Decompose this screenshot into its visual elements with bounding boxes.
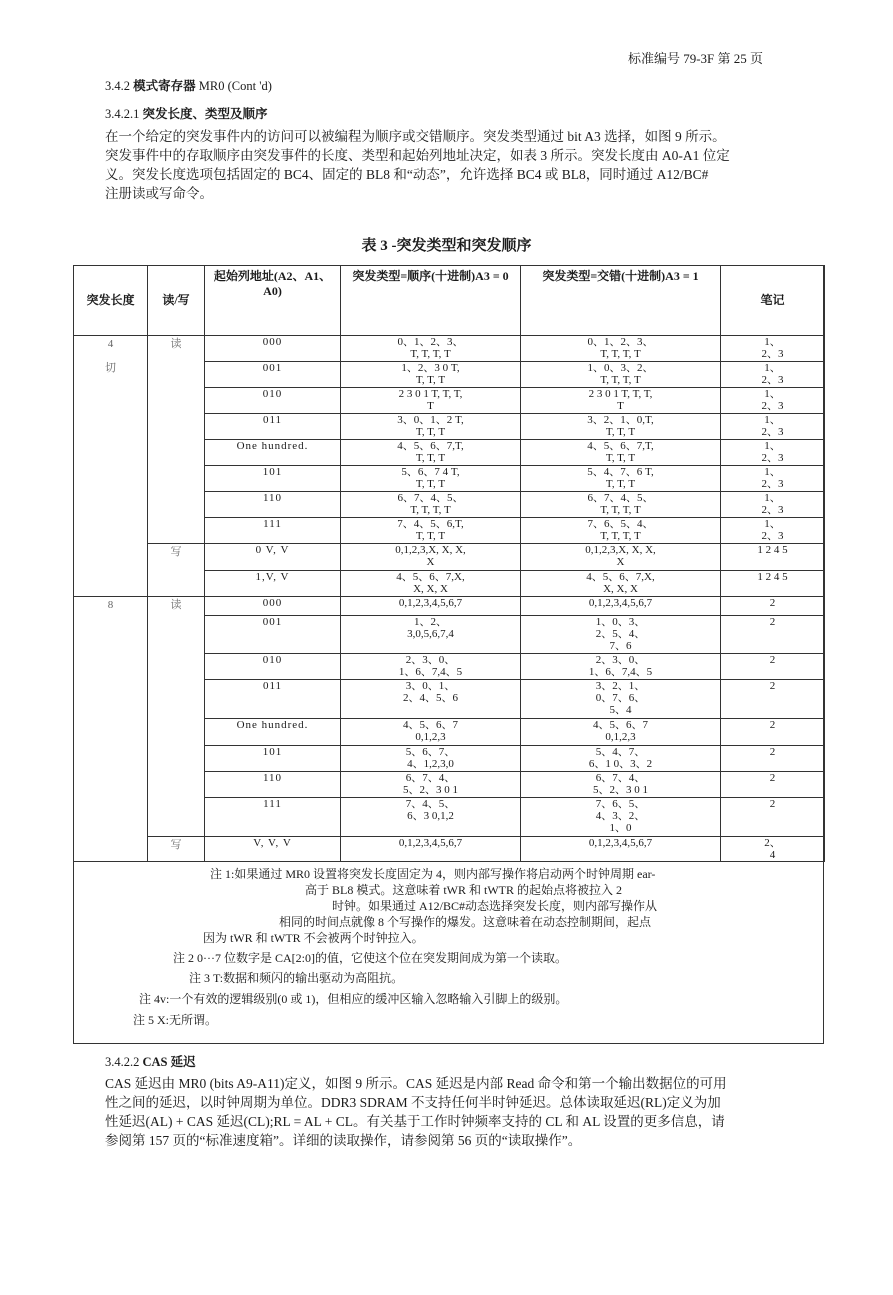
cell-line: 2 <box>769 719 776 731</box>
cell-line: 1、 <box>764 414 781 426</box>
cell-line: 4 <box>769 849 776 861</box>
cell-line: 5、6、7 4 T, <box>401 466 460 478</box>
address-value: 010 <box>262 388 283 400</box>
start-address-cell <box>205 518 341 544</box>
start-address-cell <box>205 746 341 772</box>
cell-line: 4、5、6、7,T, <box>587 440 654 452</box>
cell-line: 4、5、6、7,X, <box>396 571 465 583</box>
cell-line: 2 <box>769 746 776 758</box>
section-heading-3-4-2 <box>105 76 272 94</box>
interleaved-cell <box>521 571 721 597</box>
cell-line: 3、0、1、2 T, <box>397 414 464 426</box>
sequential-cell <box>341 597 521 616</box>
interleaved-cell <box>521 362 721 388</box>
sequential-cell <box>341 440 521 466</box>
interleaved-cell <box>521 440 721 466</box>
notes-cell <box>721 466 825 492</box>
interleaved-cell <box>521 772 721 798</box>
table-note: 因为 tWR 和 tWTR 不会被两个时钟拉入。 <box>203 931 424 945</box>
section-suffix: MR0 (Cont 'd) <box>198 79 272 93</box>
notes-cell <box>721 362 825 388</box>
cell-line: 2 <box>769 772 776 784</box>
cell-line: 4、5、6、7,T, <box>397 440 464 452</box>
cell-line: 7、4、5、 <box>405 798 456 810</box>
address-value: 111 <box>263 798 282 810</box>
cell-line: 2、3 <box>761 504 784 516</box>
header-sequential: 突发类型=顺序(十进制)A3 = 0 <box>341 266 521 336</box>
cell-line: T, T, T <box>605 426 636 438</box>
sequential-cell <box>341 654 521 680</box>
notes-cell <box>721 492 825 518</box>
sequential-cell <box>341 746 521 772</box>
notes-cell <box>721 772 825 798</box>
start-address-cell <box>205 414 341 440</box>
sequential-cell <box>341 772 521 798</box>
cell-line: 5、2、3 0 1 <box>593 784 648 796</box>
cell-line: 0,1,2,3,X, X, X, <box>585 544 656 556</box>
address-value: 001 <box>262 362 283 374</box>
interleaved-cell <box>521 544 721 571</box>
cell-line: 1 2 4 5 <box>757 571 788 583</box>
burst-length-cell <box>74 597 148 862</box>
section-title: 模式寄存器 <box>133 79 196 93</box>
table-note: 注 5 X:无所谓。 <box>133 1013 218 1027</box>
cell-line: 5、6、7、 <box>405 746 456 758</box>
cell-line: 2、3 <box>761 452 784 464</box>
notes-cell <box>721 837 825 862</box>
cell-line: 6、7、4、5、 <box>587 492 654 504</box>
address-value: One hundred. <box>236 440 309 452</box>
address-value: V, V, V <box>253 837 292 849</box>
cell-line: T, T, T, T <box>600 530 641 542</box>
cell-line: 2、3 <box>761 478 784 490</box>
interleaved-cell <box>521 746 721 772</box>
cell-line: 1、 <box>764 362 781 374</box>
cell-line: 3,0,5,6,7,4 <box>407 628 454 640</box>
address-value: 101 <box>262 746 283 758</box>
cell-line: 1、 <box>764 492 781 504</box>
start-address-cell <box>205 798 341 837</box>
interleaved-cell <box>521 466 721 492</box>
cell-line: 1、2、3 0 T, <box>401 362 460 374</box>
notes-cell <box>721 388 825 414</box>
start-address-cell <box>205 388 341 414</box>
cell-line: 0,1,2,3,4,5,6,7 <box>588 837 653 849</box>
cell-line: X <box>616 556 625 568</box>
cell-line: T, T, T <box>415 452 446 464</box>
cell-line: 6、7、4、 <box>405 772 456 784</box>
sequential-cell <box>341 837 521 862</box>
cell-line: 2 <box>769 654 776 666</box>
cell-line: 4、5、6、7,X, <box>586 571 655 583</box>
start-address-cell <box>205 466 341 492</box>
sequential-cell <box>341 719 521 746</box>
section-number: 3.4.2.1 <box>105 107 140 121</box>
cell-line: T, T, T <box>415 374 446 386</box>
cell-line: 2、4、5、6 <box>403 692 458 704</box>
cell-line: 2、5、4、 <box>595 628 646 640</box>
interleaved-cell <box>521 680 721 719</box>
interleaved-cell <box>521 798 721 837</box>
sequential-cell <box>341 466 521 492</box>
cell-line: 2、3 <box>761 348 784 360</box>
cell-line: 1、 <box>764 388 781 400</box>
start-address-cell <box>205 719 341 746</box>
burst-order-table <box>73 265 825 862</box>
notes-cell <box>721 798 825 837</box>
cell-line: 0、7、6、 <box>595 692 646 704</box>
interleaved-cell <box>521 654 721 680</box>
burst-length-value: 切 <box>105 362 116 374</box>
table-row <box>74 544 825 571</box>
cell-line: 1、 <box>764 466 781 478</box>
header-notes: 笔记 <box>721 266 825 336</box>
cell-line: T, T, T, T <box>600 348 641 360</box>
cell-line: X, X, X <box>603 583 638 595</box>
address-value: 101 <box>262 466 283 478</box>
address-value: 111 <box>263 518 282 530</box>
cell-line: 2 <box>769 616 776 628</box>
cell-line: 4、3、2、 <box>595 810 646 822</box>
notes-cell <box>721 654 825 680</box>
cell-line: 7、6、5、 <box>595 798 646 810</box>
start-address-cell <box>205 544 341 571</box>
address-value: 1,V, V <box>255 571 290 583</box>
cell-line: 2、3 <box>761 426 784 438</box>
sequential-cell <box>341 680 521 719</box>
cell-line: 2 <box>769 597 776 609</box>
start-address-cell <box>205 336 341 362</box>
cell-line: 0,1,2,3,X, X, X, <box>395 544 466 556</box>
notes-cell <box>721 616 825 654</box>
cell-line: T, T, T <box>605 452 636 464</box>
cell-line: X, X, X <box>413 583 448 595</box>
cell-line: 3、2、1、0,T, <box>587 414 654 426</box>
cell-line: 5、4、7、6 T, <box>587 466 654 478</box>
sequential-cell <box>341 336 521 362</box>
cell-line: 2、 <box>764 837 781 849</box>
read-write-cell: 写 <box>148 544 205 597</box>
notes-cell <box>721 414 825 440</box>
sequential-cell <box>341 362 521 388</box>
address-value: 0 V, V <box>255 544 290 556</box>
cell-line: 2 3 0 1 T, T, T, <box>398 388 463 400</box>
paragraph-line: 突发事件中的存取顺序由突发事件的长度、类型和起始列地址决定，如表 3 所示。突发长度由 A0-A1 位定 <box>105 148 730 163</box>
cell-line: 6、1 0、3、2 <box>588 758 653 770</box>
header-read-write: 读/写 <box>148 266 205 336</box>
cell-line: 6、7、4、 <box>595 772 646 784</box>
cell-line: 2 <box>769 680 776 692</box>
address-value: 011 <box>262 414 283 426</box>
address-value: 000 <box>262 336 283 348</box>
cell-line: T, T, T, T <box>600 504 641 516</box>
paragraph-line: CAS 延迟由 MR0 (bits A9-A11)定义，如图 9 所示。CAS 延迟是内部 Read 命令和第一个输出数据位的可用 <box>105 1076 727 1091</box>
cell-line: 7、6 <box>609 640 632 652</box>
cell-line: 1、 <box>764 336 781 348</box>
cell-line: 2、3、0、 <box>405 654 456 666</box>
sequential-cell <box>341 798 521 837</box>
sequential-cell <box>341 616 521 654</box>
address-value: 000 <box>262 597 283 609</box>
cell-line: 7、4、5、6,T, <box>397 518 464 530</box>
address-value: 010 <box>262 654 283 666</box>
start-address-cell <box>205 772 341 798</box>
notes-cell <box>721 518 825 544</box>
cell-line: 0,1,2,3 <box>415 731 446 743</box>
cell-line: 0,1,2,3,4,5,6,7 <box>398 837 463 849</box>
notes-cell <box>721 719 825 746</box>
cell-line: 1、0、3、2、 <box>587 362 654 374</box>
table-note: 注 2 0···7 位数字是 CA[2:0]的值，它使这个位在突发期间成为第一个读取。 <box>173 951 567 965</box>
address-value: 011 <box>262 680 283 692</box>
cell-line: 2、3 <box>761 530 784 542</box>
section-title: CAS 延迟 <box>142 1055 196 1069</box>
burst-length-cell <box>74 336 148 597</box>
interleaved-cell <box>521 492 721 518</box>
header-burst-length: 突发长度 <box>74 266 148 336</box>
table-note: 时钟。如果通过 A12/BC#动态选择突发长度，则内部写操作从 <box>332 899 658 913</box>
burst-length-value: 8 <box>107 599 114 611</box>
cell-line: 7、6、5、4、 <box>587 518 654 530</box>
cell-line: 5、4 <box>609 704 632 716</box>
sequential-cell <box>341 414 521 440</box>
cell-line: T, T, T <box>415 530 446 542</box>
read-write-cell: 读 <box>148 597 205 837</box>
cell-line: 3、0、1、 <box>405 680 456 692</box>
table-note: 高于 BL8 模式。这意味着 tWR 和 tWTR 的起始点将被拉入 2 <box>305 883 622 897</box>
address-value: 001 <box>262 616 283 628</box>
start-address-cell <box>205 597 341 616</box>
start-address-cell <box>205 654 341 680</box>
start-address-cell <box>205 571 341 597</box>
cell-line: 0,1,2,3,4,5,6,7 <box>588 597 653 609</box>
cell-line: 1、6、7,4、5 <box>588 666 653 678</box>
paragraph-line: 在一个给定的突发事件内的访问可以被编程为顺序或交错顺序。突发类型通过 bit A3 选择，如图 9 所示。 <box>105 129 726 144</box>
cell-line: T <box>427 400 434 412</box>
address-value: 110 <box>262 772 283 784</box>
cell-line: 1、0、3、 <box>595 616 646 628</box>
cell-line: 1 2 4 5 <box>757 544 788 556</box>
notes-cell <box>721 544 825 571</box>
cell-line: T, T, T, T <box>600 374 641 386</box>
cell-line: 2、3、0、 <box>595 654 646 666</box>
cell-line: T, T, T <box>605 478 636 490</box>
cell-line: 2 3 0 1 T, T, T, <box>588 388 653 400</box>
cell-line: 6、3 0,1,2 <box>407 810 454 822</box>
section-number: 3.4.2 <box>105 79 130 93</box>
section-number: 3.4.2.2 <box>105 1055 140 1069</box>
start-address-cell <box>205 680 341 719</box>
address-value: 110 <box>262 492 283 504</box>
burst-paragraph <box>105 127 790 203</box>
cell-line: 5、4、7、 <box>595 746 646 758</box>
read-write-cell: 读 <box>148 336 205 544</box>
cell-line: 0,1,2,3 <box>605 731 636 743</box>
cell-line: 2、3 <box>761 400 784 412</box>
paragraph-line: 性延迟(AL) + CAS 延迟(CL);RL = AL + CL。有关基于工作时钟频率支持的 CL 和 AL 设置的更多信息，请 <box>105 1114 725 1129</box>
table-note: 注 4v:一个有效的逻辑级别(0 或 1)，但相应的缓冲区输入忽略输入引脚上的级别。 <box>139 992 568 1006</box>
cell-line: 1、 <box>764 518 781 530</box>
read-write-cell: 写 <box>148 837 205 862</box>
table-note: 相同的时间点就像 8 个写操作的爆发。这意味着在动态控制期间，起点 <box>279 915 652 929</box>
section-heading-3-4-2-2 <box>105 1052 196 1070</box>
sequential-cell <box>341 518 521 544</box>
notes-cell <box>721 597 825 616</box>
interleaved-cell <box>521 414 721 440</box>
cell-line: 0,1,2,3,4,5,6,7 <box>398 597 463 609</box>
section-heading-3-4-2-1 <box>105 104 268 122</box>
cell-line: 6、7、4、5、 <box>397 492 464 504</box>
cell-line: 3、2、1、 <box>595 680 646 692</box>
sequential-cell <box>341 571 521 597</box>
cell-line: 5、2、3 0 1 <box>403 784 458 796</box>
cell-line: T, T, T, T <box>410 348 451 360</box>
page-header: 标准编号 79-3F 第 25 页 <box>627 51 763 66</box>
table-row <box>74 336 825 362</box>
interleaved-cell <box>521 388 721 414</box>
cell-line: 4、1,2,3,0 <box>407 758 454 770</box>
start-address-cell <box>205 492 341 518</box>
cell-line: 1、6、7,4、5 <box>398 666 463 678</box>
cell-line: 4、5、6、7 <box>403 719 458 731</box>
paragraph-line: 义。突发长度选项包括固定的 BC4、固定的 BL8 和“动态”，允许选择 BC4 或 BL8，同时通过 A12/BC# <box>105 167 709 182</box>
table-note: 注 1:如果通过 MR0 设置将突发长度固定为 4，则内部写操作将启动两个时钟周期 ear- <box>210 867 656 881</box>
cell-line: 0、1、2、3、 <box>397 336 464 348</box>
cell-line: T <box>617 400 624 412</box>
paragraph-line: 参阅第 157 页的“标准速度箱”。详细的读取操作，请参阅第 56 页的“读取操作”。 <box>105 1133 582 1148</box>
cell-line: 4、5、6、7 <box>593 719 648 731</box>
interleaved-cell <box>521 597 721 616</box>
section-title: 突发长度、类型及顺序 <box>142 107 268 121</box>
cell-line: T, T, T <box>415 478 446 490</box>
interleaved-cell <box>521 837 721 862</box>
cell-line: 2 <box>769 798 776 810</box>
notes-cell <box>721 571 825 597</box>
notes-cell <box>721 746 825 772</box>
notes-cell <box>721 440 825 466</box>
start-address-cell <box>205 362 341 388</box>
cell-line: T, T, T <box>415 426 446 438</box>
start-address-cell <box>205 616 341 654</box>
start-address-cell <box>205 440 341 466</box>
cas-paragraph <box>105 1074 790 1150</box>
cell-line: 1、0 <box>609 822 632 834</box>
burst-length-value: 4 <box>107 338 114 350</box>
cell-line: X <box>426 556 435 568</box>
cell-line: 1、2、 <box>414 616 447 628</box>
cell-line: 1、 <box>764 440 781 452</box>
header-interleaved: 突发类型=交错(十进制)A3 = 1 <box>521 266 721 336</box>
interleaved-cell <box>521 616 721 654</box>
notes-cell <box>721 336 825 362</box>
address-value: One hundred. <box>236 719 309 731</box>
table-caption: 表 3 -突发类型和突发顺序 <box>361 238 532 254</box>
sequential-cell <box>341 544 521 571</box>
table-note: 注 3 T:数据和频闪的输出驱动为高阻抗。 <box>189 971 404 985</box>
table-row <box>74 597 825 616</box>
notes-cell <box>721 680 825 719</box>
header-start-address: 起始列地址(A2、A1、A0) <box>205 266 341 336</box>
paragraph-line: 性之间的延迟，以时钟周期为单位。DDR3 SDRAM 不支持任何半时钟延迟。总体读取延迟(RL)定义为加 <box>105 1095 721 1110</box>
interleaved-cell <box>521 336 721 362</box>
interleaved-cell <box>521 518 721 544</box>
cell-line: 2、3 <box>761 374 784 386</box>
interleaved-cell <box>521 719 721 746</box>
table-row <box>74 837 825 862</box>
sequential-cell <box>341 492 521 518</box>
table-header-row <box>74 266 825 336</box>
paragraph-line: 注册读或写命令。 <box>105 186 213 201</box>
cell-line: 0、1、2、3、 <box>587 336 654 348</box>
start-address-cell <box>205 837 341 862</box>
cell-line: T, T, T, T <box>410 504 451 516</box>
sequential-cell <box>341 388 521 414</box>
